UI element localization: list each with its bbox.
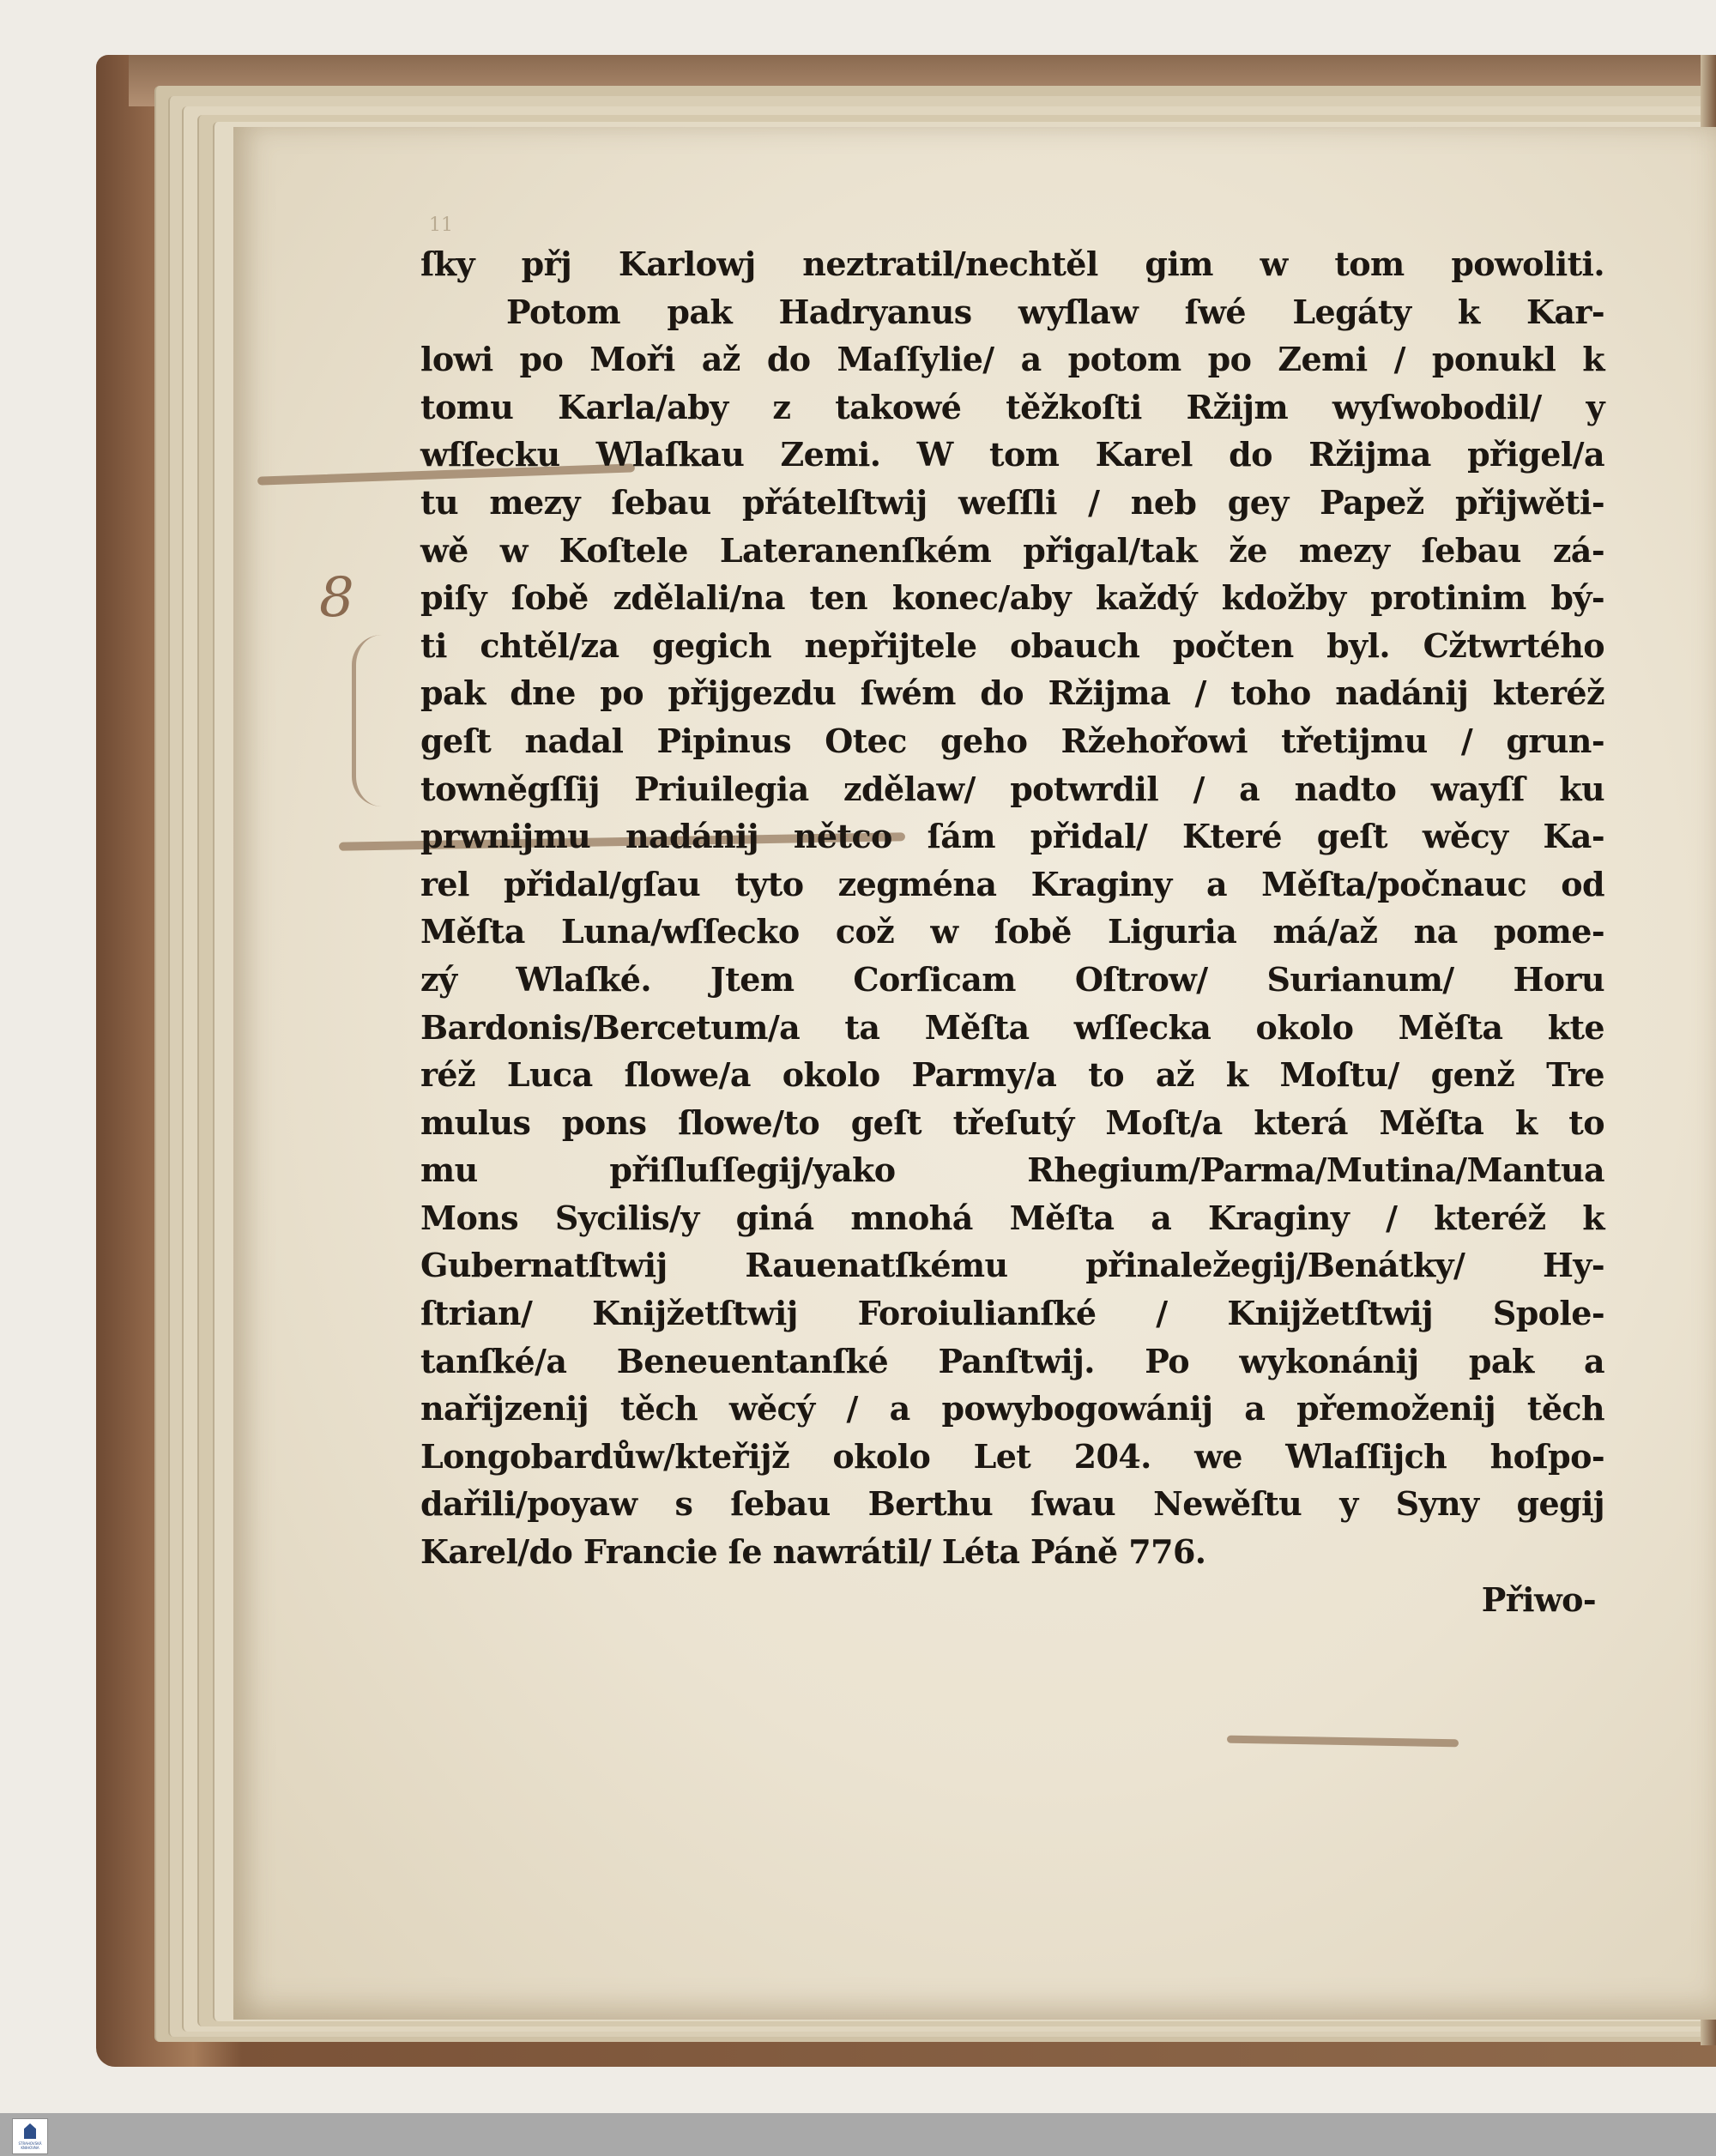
margin-bracket-mark (352, 635, 382, 806)
text-line: rel přidal/gſau tyto zegména Kraginy a Měſta/počnauc od (420, 864, 1604, 903)
viewer-footer (0, 2113, 1716, 2156)
text-line: zý Wlaſké. Jtem Corſicam Oſtrow/ Surianum/ Horu (420, 959, 1604, 999)
text-block (420, 240, 1604, 1623)
text-line: geſt nadal Pipinus Otec geho Ržehořowi třetijmu / grun- (420, 721, 1604, 760)
text-line: Longobardůw/kteřijž okolo Let 204. we Wlaſſijch hoſpo- (420, 1436, 1604, 1476)
text-line: ſtrian/ Knijžetſtwij Foroiulianſké / Knijžetſtwij Spole- (420, 1294, 1604, 1333)
catchword: Přiwo- (1481, 1579, 1596, 1619)
text-line: Gubernatſtwij Rauenatſkému přinaležegij/Benátky/ Hy- (420, 1246, 1604, 1285)
text-line: Bardonis/Bercetum/a ta Měſta wſſecka okolo Měſta kte (420, 1007, 1604, 1047)
text-line: piſy ſobě zdělali/na ten konec/aby každý kdožby protinim bý- (420, 578, 1604, 618)
text-line: tomu Karla/aby z takowé těžkoſti Ržijm wyſwobodil/ y (420, 387, 1604, 426)
text-line: wě w Koſtele Lateranenſkém přigal/tak že mezy ſebau zá- (420, 530, 1604, 570)
text-line: ti chtěl/za gegich nepřijtele obauch počten byl. Cžtwrtého (420, 625, 1604, 665)
page-number-mark: 11 (429, 214, 453, 236)
text-line: prwnijmu nadánij nětco ſám přidal/ Které geſt wěcy Ka- (420, 817, 1604, 856)
text-line: réž Luca ſlowe/a okolo Parmy/a to až k Moſtu/ genž Tre (420, 1055, 1604, 1095)
text-line: tanſké/a Beneuentanſké Panſtwij. Po wykonánij pak a (420, 1341, 1604, 1380)
text-line: nařijzenij těch wěcý / a powybogowánij a přemoženij těch (420, 1389, 1604, 1428)
text-line: dařili/poyaw s ſebau Berthu ſwau Newěſtu y Syny gegij (420, 1484, 1604, 1524)
text-line: Měſta Luna/wſſecko což w ſobě Liguria má/až na pome- (420, 912, 1604, 951)
text-line: mulus pons ſlowe/to geſt třeſutý Moſt/a která Měſta k to (420, 1102, 1604, 1142)
text-line: mu přiſluſſegij/yako Rhegium/Parma/Mutina/Mantua (420, 1150, 1604, 1190)
text-line: lowi po Moři až do Maſſylie/ a potom po Zemi / ponukl k (420, 340, 1604, 379)
library-logo[interactable] (12, 2118, 48, 2154)
text-line: tu mezy ſebau přátelſtwij weſſli / neb gey Papež přijwěti- (420, 482, 1604, 522)
text-line: wſſecku Wlaſkau Zemi. W tom Karel do Ržijma přigel/a (420, 435, 1604, 474)
text-line: Potom pak Hadryanus wyſlaw ſwé Legáty k Kar- (506, 292, 1604, 331)
library-crest-icon (24, 2123, 36, 2139)
text-line: towněgſſij Priuilegia zdělaw/ potwrdil / a nadto wayſſ ku (420, 769, 1604, 808)
text-line: Mons Sycilis/y giná mnohá Měſta a Kraginy / kteréž k (420, 1198, 1604, 1237)
library-logo-text: STRAHOVSKÁ KNIHOVNA (18, 2141, 42, 2150)
margin-note: 8 (319, 566, 354, 630)
text-line: Karel/do Francie ſe nawrátil/ Léta Páně 776. (420, 1532, 1206, 1572)
text-line: pak dne po přijgezdu ſwém do Ržijma / toho nadánij kteréž (420, 673, 1604, 713)
text-line: ſky přj Karlowj neztratil/nechtěl gim w tom powoliti. (420, 245, 1604, 283)
